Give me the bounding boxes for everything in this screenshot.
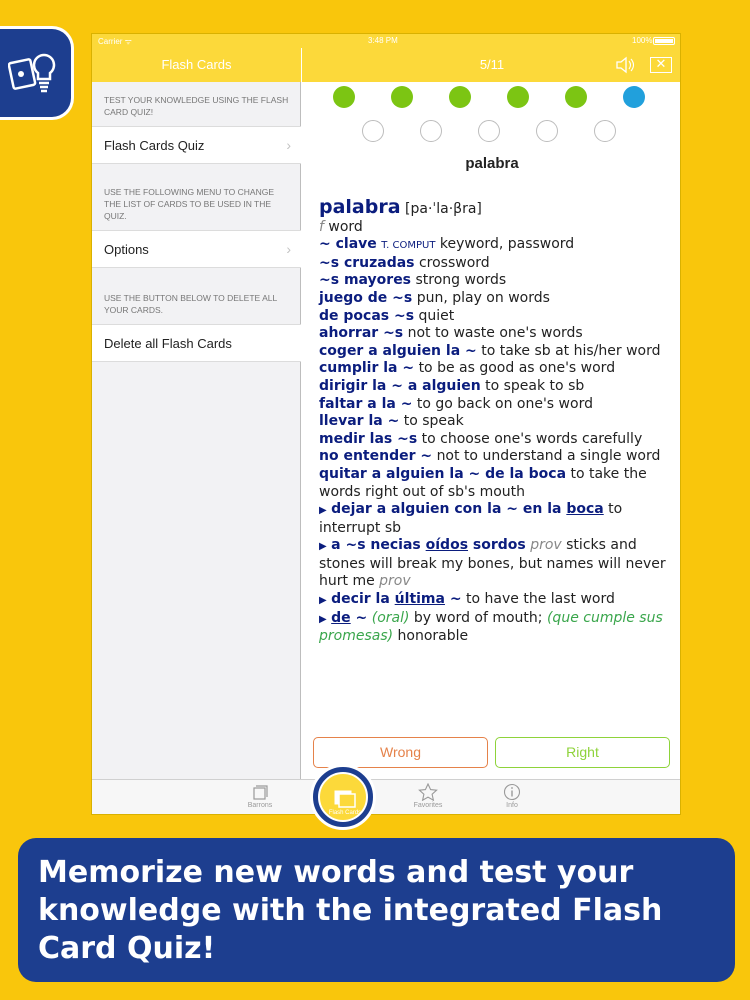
- flash-cards-quiz-label: Flash Cards Quiz: [104, 138, 205, 153]
- active-tab-highlight[interactable]: [310, 764, 376, 830]
- delete-all-label: Delete all Flash Cards: [104, 336, 232, 351]
- left-pane: [92, 34, 301, 779]
- progress-dot-empty: [536, 120, 558, 142]
- progress-dot-empty: [362, 120, 384, 142]
- entry-line: juego de ~s pun, play on words: [319, 289, 550, 306]
- battery-icon: [653, 37, 675, 45]
- progress-dot-correct: [565, 86, 587, 108]
- options-item[interactable]: [92, 230, 301, 268]
- left-menu: [92, 82, 301, 362]
- delete-all-flash-cards-item[interactable]: [92, 324, 301, 362]
- flash-card-bulb-icon: [8, 47, 64, 103]
- device-screen: [91, 33, 681, 815]
- gender-label: f: [319, 218, 324, 235]
- clock: 3:48 PM: [368, 36, 398, 45]
- gloss: word: [328, 218, 363, 235]
- cross-reference-link[interactable]: de: [331, 609, 351, 626]
- pronunciation: [pa·ˈla·βra]: [405, 201, 482, 217]
- entry-subsense: ▶ a ~s necias oídos sordos prov sticks and stones will break my bones, but names will never hurt me prov: [319, 537, 666, 590]
- cross-reference-link[interactable]: boca: [566, 501, 604, 518]
- flash-cards-quiz-item[interactable]: [92, 126, 301, 164]
- chevron-right-icon: ›: [286, 137, 291, 153]
- info-icon: [503, 783, 521, 801]
- entry-subsense: ▶ decir la última ~ to have the last word: [319, 591, 615, 608]
- right-button[interactable]: Right: [495, 737, 670, 768]
- progress-dot-empty: [594, 120, 616, 142]
- cross-reference-link[interactable]: oídos: [425, 537, 469, 554]
- progress-dot-current: [623, 86, 645, 108]
- cross-reference-link[interactable]: última: [394, 591, 445, 608]
- tab-bar: [92, 779, 681, 815]
- active-tab-inner: [318, 772, 368, 822]
- chevron-right-icon: ›: [286, 241, 291, 257]
- section-note: USE THE BUTTON BELOW TO DELETE ALL YOUR CARDS.: [104, 293, 277, 315]
- cards-icon: [251, 783, 269, 801]
- section-note: TEST YOUR KNOWLEDGE USING THE FLASH CARD QUIZ!: [104, 95, 289, 117]
- progress-dot-empty: [478, 120, 500, 142]
- tab-favorites[interactable]: [398, 780, 458, 809]
- tab-label: Favorites: [413, 802, 443, 809]
- wrong-button[interactable]: Wrong: [313, 737, 488, 768]
- battery-percent: 100%: [632, 36, 653, 45]
- star-icon: [418, 783, 438, 801]
- progress-dot-correct: [333, 86, 355, 108]
- carrier-label: Carrier ᯤ: [98, 37, 132, 46]
- entry-line: medir las ~s to choose one's words carefully: [319, 430, 643, 447]
- entry-line: llevar la ~ to speak: [319, 413, 464, 430]
- card-pane: [302, 34, 681, 779]
- tab-label: Flash Cards: [328, 810, 362, 816]
- status-bar: [92, 34, 681, 48]
- progress-dot-empty: [420, 120, 442, 142]
- entry-line: dirigir la ~ a alguien to speak to sb: [319, 377, 585, 394]
- promo-caption: Memorize new words and test your knowledge with the integrated Flash Card Quiz!: [18, 838, 735, 982]
- flash-cards-icon: [333, 788, 357, 808]
- entry-subsense: ▶ de ~ (oral) by word of mouth; (que cumple sus promesas) honorable: [319, 609, 663, 645]
- options-label: Options: [104, 242, 149, 257]
- card-word: palabra: [465, 155, 519, 172]
- entry-line: ~s mayores strong words: [319, 272, 507, 289]
- entry-line: coger a alguien la ~ to take sb at his/her word: [319, 342, 661, 359]
- entry-line: no entender ~ not to understand a single word: [319, 448, 661, 465]
- tab-label: Barrons: [247, 802, 273, 809]
- card-header: [302, 48, 681, 82]
- close-icon[interactable]: ✕: [650, 57, 672, 73]
- card-counter: 5/11: [479, 57, 505, 72]
- entry-line: quitar a alguien la ~ de la boca to take the words right out of sb's mouth: [319, 465, 647, 500]
- entry-line: ~ clave T. COMPUT keyword, password: [319, 236, 575, 253]
- left-pane-title: Flash Cards: [92, 48, 301, 82]
- entry-line: ahorrar ~s not to waste one's words: [319, 325, 583, 342]
- app-badge: [0, 26, 74, 120]
- progress-dot-correct: [507, 86, 529, 108]
- progress-dot-correct: [449, 86, 471, 108]
- speaker-mute-icon[interactable]: [615, 56, 637, 74]
- entry-line: faltar a la ~ to go back on one's word: [319, 395, 593, 412]
- section-note: USE THE FOLLOWING MENU TO CHANGE THE LIST OF CARDS TO BE USED IN THE QUIZ.: [104, 187, 275, 221]
- entry-line: ~s cruzadas crossword: [319, 254, 490, 271]
- headword: palabra: [319, 196, 401, 218]
- tab-barrons[interactable]: [230, 780, 290, 809]
- entry-subsense: ▶ dejar a alguien con la ~ en la boca to interrupt sb: [319, 501, 623, 536]
- entry-line: de pocas ~s quiet: [319, 307, 455, 324]
- dictionary-entry: [319, 196, 669, 646]
- progress-dot-correct: [391, 86, 413, 108]
- entry-line: cumplir la ~ to be as good as one's word: [319, 360, 616, 377]
- tab-label: Info: [506, 802, 518, 809]
- tab-info[interactable]: [482, 780, 542, 809]
